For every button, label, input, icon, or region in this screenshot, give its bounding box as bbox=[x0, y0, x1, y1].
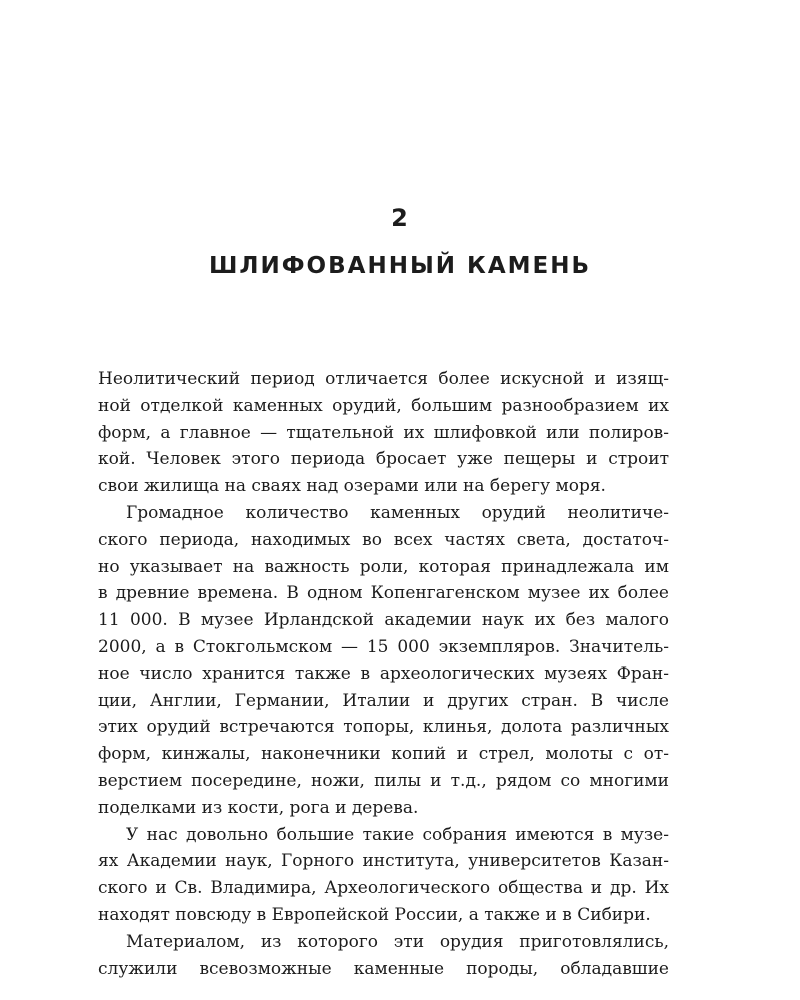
text-line: ях Академии наук, Горного института, университетов Казан- bbox=[98, 851, 669, 872]
text-line: служили всевозможные каменные породы, обладавшие bbox=[98, 958, 669, 979]
body-text bbox=[98, 366, 669, 982]
text-line: ции, Англии, Германии, Италии и других стран. В числе bbox=[98, 690, 669, 711]
text-line: Неолитический период отличается более искусной и изящ- bbox=[98, 369, 669, 389]
chapter-title: ШЛИФОВАННЫЙ КАМЕНЬ bbox=[208, 253, 592, 279]
text-line: ной отделкой каменных орудий, большим разнообразием их bbox=[98, 395, 669, 416]
paragraph bbox=[98, 500, 669, 822]
text-line: 2000, а в Стокгольмском — 15 000 экземпляров. Значитель- bbox=[98, 636, 669, 657]
paragraph bbox=[98, 822, 669, 929]
paragraph bbox=[98, 929, 669, 983]
text-line: форм, кинжалы, наконечники копий и стрел, молоты с от- bbox=[98, 744, 669, 765]
chapter-number: 2 bbox=[391, 204, 409, 232]
text-line: кой. Человек этого периода бросает уже пещеры и строит bbox=[98, 449, 669, 470]
text-line: ского периода, находимых во всех частях света, достаточ- bbox=[98, 529, 669, 550]
text-line: в древние времена. В одном Копенгагенском музее их более bbox=[98, 583, 669, 604]
paragraph bbox=[98, 366, 669, 500]
text-line: форм, а главное — тщательной их шлифовкой или полиров- bbox=[98, 422, 669, 443]
text-line: ное число хранится также в археологических музеях Фран- bbox=[98, 663, 669, 684]
text-line: ского и Св. Владимира, Археологического общества и др. Их bbox=[98, 878, 669, 899]
text-line: верстием посередине, ножи, пилы и т.д., рядом со многими bbox=[98, 770, 669, 791]
text-line: Материалом, из которого эти орудия приготовлялись, bbox=[126, 931, 669, 952]
text-line: 11 000. В музее Ирландской академии наук их без малого bbox=[98, 610, 669, 631]
text-line: свои жилища на сваях над озерами или на берегу моря. bbox=[98, 476, 606, 497]
text-line: находят повсюду в Европейской России, а также и в Сибири. bbox=[98, 904, 651, 925]
text-line: поделками из кости, рога и дерева. bbox=[98, 797, 419, 818]
text-line: но указывает на важность роли, которая принадлежала им bbox=[98, 556, 669, 577]
text-line: этих орудий встречаются топоры, клинья, долота различных bbox=[98, 717, 669, 738]
text-line: Громадное количество каменных орудий неолитиче- bbox=[126, 502, 669, 523]
text-line: У нас довольно большие такие собрания имеются в музе- bbox=[126, 824, 669, 845]
